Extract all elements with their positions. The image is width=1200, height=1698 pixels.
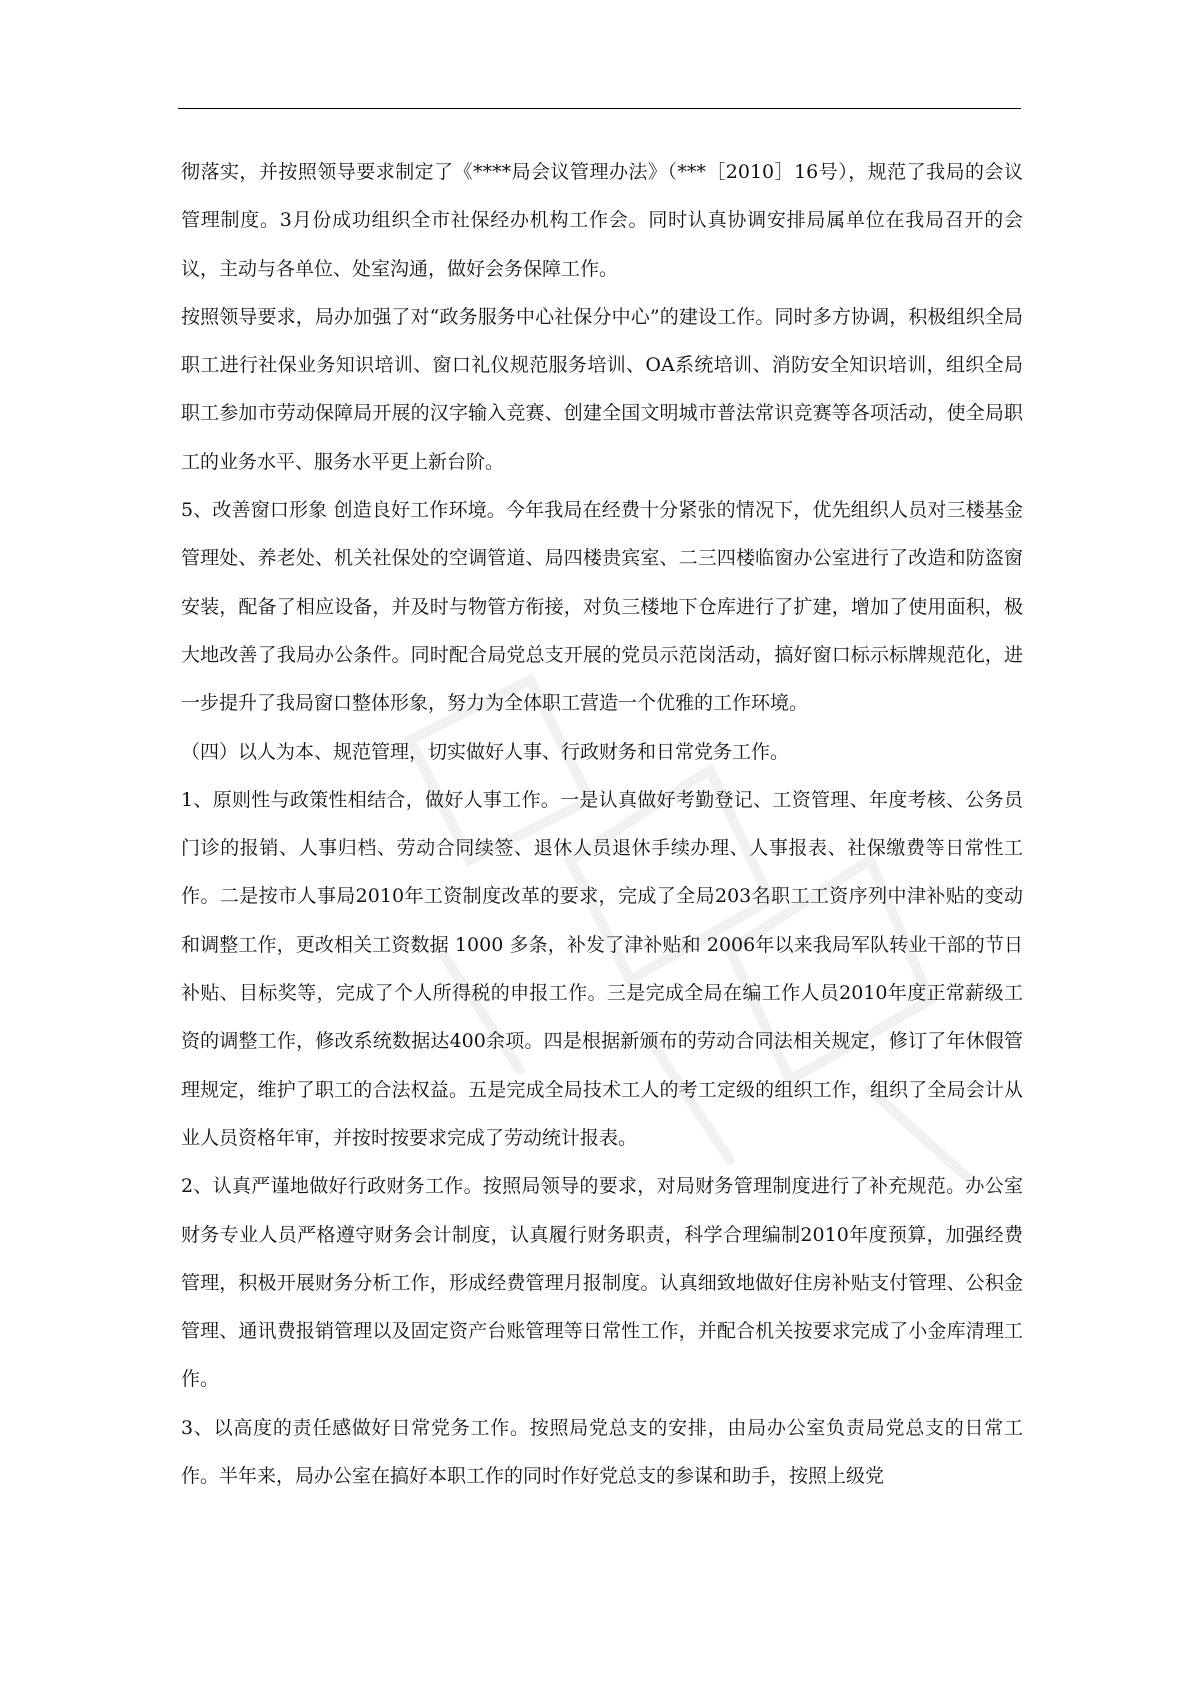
paragraph-meeting-management: 彻落实，并按照领导要求制定了《****局会议管理办法》（***［2010］16号），规范了我局的会议管理制度。3月份成功组织全市社保经办机构工作会。同时认真协调安排局属单位在我局召开的会议，主动与各单位、处室沟通，做好会务保障工作。 <box>181 161 1023 280</box>
paragraph-finance: 2、认真严谨地做好行政财务工作。按照局领导的要求，对局财务管理制度进行了补充规范。办公室财务专业人员严格遵守财务会计制度，认真履行财务职责，科学合理编制2010年度预算，加强经费管理，积极开展财务分析工作，形成经费管理月报制度。认真细致地做好住房补贴支付管理、公积金管理、通讯费报销管理以及固定资产台账管理等日常性工作，并配合机关按要求完成了小金库清理工作。 <box>181 1175 1023 1391</box>
paragraph-training: 按照领导要求，局办加强了对“政务服务中心社保分中心”的建设工作。同时多方协调，积极组织全局职工进行社保业务知识培训、窗口礼仪规范服务培训、OA系统培训、消防安全知识培训，组织全局职工参加市劳动保障局开展的汉字输入竞赛、创建全国文明城市普法常识竞赛等各项活动，使全局职工的业务水平、服务水平更上新台阶。 <box>181 305 1023 473</box>
header-divider <box>178 108 1021 109</box>
paragraph-personnel: 1、原则性与政策性相结合，做好人事工作。一是认真做好考勤登记、工资管理、年度考核、公务员门诊的报销、人事归档、劳动合同续签、退休人员退休手续办理、人事报表、社保缴费等日常性工作。二是按市人事局2010年工资制度改革的要求，完成了全局203名职工工资序列中津补贴的变动和调整工作，更改相关工资数据 1000 多条，补发了津补贴和 2006年以来我局军队转业干部的节日补贴、目标奖等，完成了个人所得税的申报工作。三是完成全局在编工作人员2010年度正常薪级工资的调整工作，修改系统数据达400余项。四是根据新颁布的劳动合同法相关规定，修订了年休假管理规定，维护了职工的合法权益。五是完成全局技术工人的考工定级的组织工作，组织了全局会计从业人员资格年审，并按时按要求完成了劳动统计报表。 <box>181 788 1023 1149</box>
section-heading-four: （四）以人为本、规范管理，切实做好人事、行政财务和日常党务工作。 <box>181 740 790 763</box>
paragraph-window-image: 5、改善窗口形象 创造良好工作环境。今年我局在经费十分紧张的情况下，优先组织人员对三楼基金管理处、养老处、机关社保处的空调管道、局四楼贵宾室、二三四楼临窗办公室进行了改造和防盗窗安装，配备了相应设备，并及时与物管方衔接，对负三楼地下仓库进行了扩建，增加了使用面积，极大地改善了我局办公条件。同时配合局党总支开展的党员示范岗活动，搞好窗口标示标牌规范化，进一步提升了我局窗口整体形象，努力为全体职工营造一个优雅的工作环境。 <box>181 499 1023 715</box>
document-body <box>181 148 1023 1500</box>
paragraph-party-affairs: 3、以高度的责任感做好日常党务工作。按照局党总支的安排，由局办公室负责局党总支的日常工作。半年来，局办公室在搞好本职工作的同时作好党总支的参谋和助手，按照上级党 <box>181 1416 1023 1488</box>
